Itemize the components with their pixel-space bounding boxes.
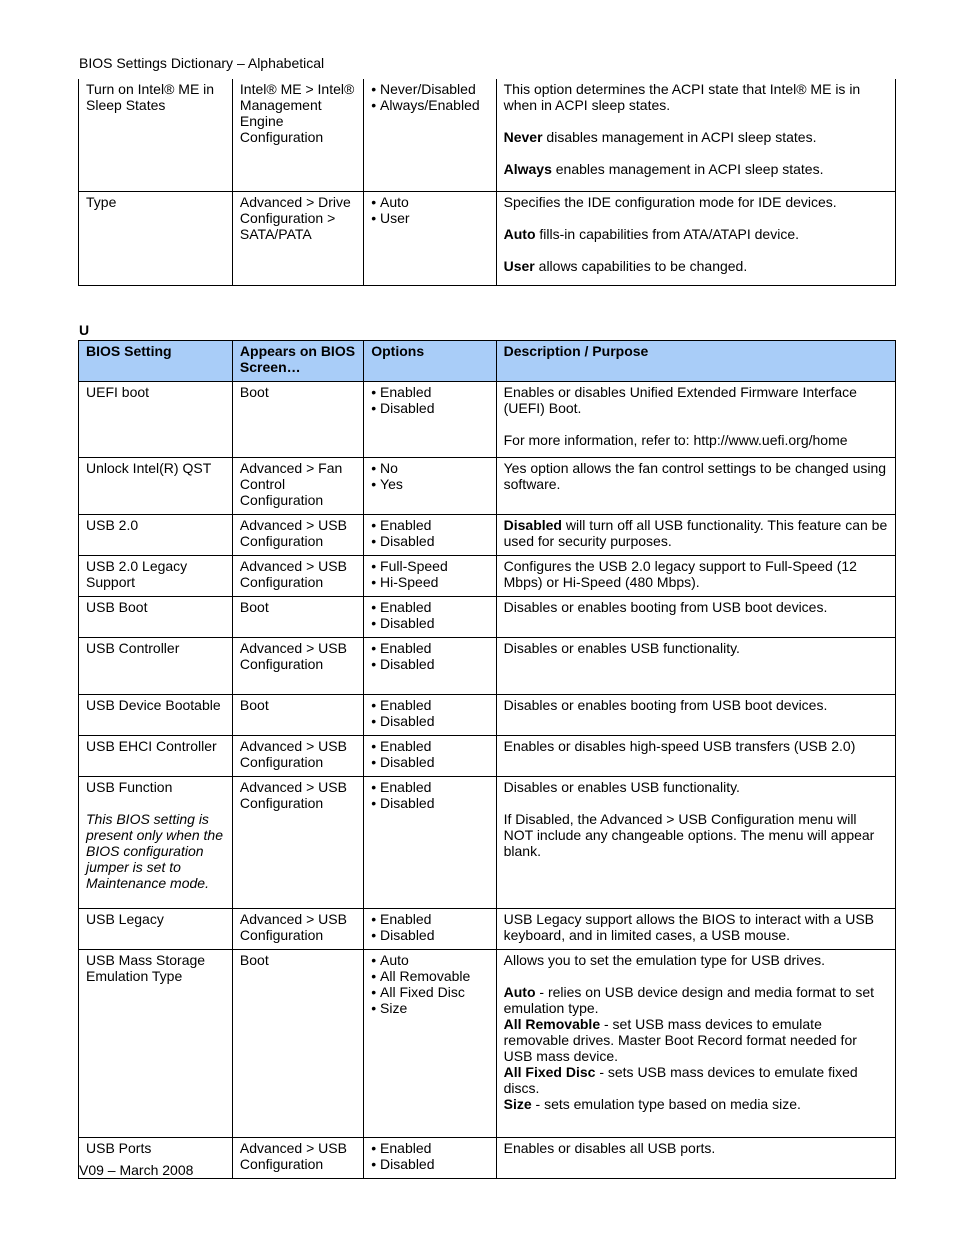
option-item: • Auto xyxy=(371,194,488,210)
option-item: • Size xyxy=(371,1000,488,1016)
screen-cell: Advanced > USB Configuration xyxy=(232,736,363,777)
table-row xyxy=(79,777,896,909)
description-term: Never xyxy=(503,129,543,145)
screen-cell: Boot xyxy=(232,382,363,458)
page-footer: V09 – March 2008 xyxy=(79,1162,194,1178)
screen-cell: Advanced > USB Configuration xyxy=(232,909,363,950)
option-item: • No xyxy=(371,460,488,476)
option-item: • Disabled xyxy=(371,795,488,811)
setting-cell: USB Mass Storage Emulation Type xyxy=(79,950,233,1138)
option-item: • Disabled xyxy=(371,533,488,549)
description-text: Disables or enables USB functionality. xyxy=(503,779,740,795)
description-term: Always xyxy=(503,161,552,177)
setting-cell: USB 2.0 xyxy=(79,515,233,556)
page-header: BIOS Settings Dictionary – Alphabetical xyxy=(79,55,325,71)
description-text: If Disabled, the Advanced > USB Configuration menu will NOT include any changeable options. The menu will appear blank. xyxy=(503,811,875,859)
description-text: Enables or disables Unified Extended Firmware Interface (UEFI) Boot. xyxy=(503,384,857,416)
option-item: • All Fixed Disc xyxy=(371,984,488,1000)
description-cell: Enables or disables high-speed USB transfers (USB 2.0) xyxy=(496,736,895,777)
description-cell xyxy=(496,191,895,285)
setting-cell: USB Legacy xyxy=(79,909,233,950)
section-letter: U xyxy=(79,322,90,338)
options-cell xyxy=(364,909,496,950)
option-item: • Enabled xyxy=(371,599,488,615)
table-row xyxy=(79,597,896,638)
setting-cell: USB Controller xyxy=(79,638,233,695)
setting-cell: USB Ports xyxy=(79,1138,233,1179)
description-text: - sets emulation type based on media size. xyxy=(531,1096,801,1112)
bios-table-u xyxy=(78,340,896,1179)
description-term: User xyxy=(503,257,535,274)
option-item: • Always/Enabled xyxy=(371,97,488,113)
table-row xyxy=(79,556,896,597)
description-term: All Removable xyxy=(503,1016,601,1032)
description-text: - relies on USB device design and media format to set emulation type. xyxy=(503,984,875,1016)
options-cell xyxy=(364,515,496,556)
table-header-row xyxy=(79,341,896,382)
description-text: will turn off all USB functionality. This feature can be used for security purposes. xyxy=(503,517,888,549)
column-header: Appears on BIOS Screen… xyxy=(232,341,363,382)
options-cell xyxy=(364,777,496,909)
options-cell xyxy=(364,638,496,695)
description-cell: Yes option allows the fan control settings to be changed using software. xyxy=(496,458,895,515)
description-text: Specifies the IDE configuration mode for IDE devices. xyxy=(503,193,837,210)
option-item: • Disabled xyxy=(371,713,488,729)
setting-cell: USB EHCI Controller xyxy=(79,736,233,777)
table-row xyxy=(79,515,896,556)
option-item: • User xyxy=(371,210,488,226)
screen-cell: Boot xyxy=(232,950,363,1138)
description-cell xyxy=(496,515,895,556)
option-item: • Disabled xyxy=(371,615,488,631)
option-item: • Disabled xyxy=(371,656,488,672)
option-item: • Full-Speed xyxy=(371,558,488,574)
screen-cell: Advanced > USB Configuration xyxy=(232,777,363,909)
description-term: Auto xyxy=(503,984,536,1000)
screen-cell: Advanced > USB Configuration xyxy=(232,556,363,597)
setting-cell: USB Device Bootable xyxy=(79,695,233,736)
options-cell xyxy=(364,458,496,515)
description-text: - sets USB mass devices to emulate fixed discs. xyxy=(503,1064,858,1096)
description-cell: Disables or enables booting from USB boot devices. xyxy=(496,695,895,736)
option-item: • Disabled xyxy=(371,927,488,943)
option-item: • Disabled xyxy=(371,754,488,770)
option-item: • Auto xyxy=(371,952,488,968)
options-cell xyxy=(364,695,496,736)
option-item: • Enabled xyxy=(371,738,488,754)
screen-cell: Boot xyxy=(232,597,363,638)
options-cell xyxy=(364,736,496,777)
setting-cell: USB Boot xyxy=(79,597,233,638)
table-row xyxy=(79,191,896,285)
option-item: • Disabled xyxy=(371,400,488,416)
table-row xyxy=(79,736,896,777)
setting-note: This BIOS setting is present only when the BIOS configuration jumper is set to Maintenance mode. xyxy=(86,811,223,891)
option-item: • Enabled xyxy=(371,517,488,533)
table-row xyxy=(79,382,896,458)
option-item: • Enabled xyxy=(371,384,488,400)
options-cell xyxy=(364,597,496,638)
options-cell xyxy=(364,1138,496,1179)
description-term: All Fixed Disc xyxy=(503,1064,596,1080)
option-item: • All Removable xyxy=(371,968,488,984)
bios-table-t-continued xyxy=(78,79,896,286)
description-text: For more information, refer to: http://www.uefi.org/home xyxy=(503,432,848,448)
description-text: This option determines the ACPI state that Intel® ME is in when in ACPI sleep states. xyxy=(503,81,861,113)
description-term: Disabled xyxy=(503,517,562,533)
table-row xyxy=(79,458,896,515)
description-cell: USB Legacy support allows the BIOS to interact with a USB keyboard, and in limited cases, a USB mouse. xyxy=(496,909,895,950)
description-cell xyxy=(496,950,895,1138)
description-cell: Disables or enables booting from USB boot devices. xyxy=(496,597,895,638)
table-row xyxy=(79,909,896,950)
description-cell: Enables or disables all USB ports. xyxy=(496,1138,895,1179)
description-term: Auto xyxy=(503,225,536,242)
setting-cell: Unlock Intel(R) QST xyxy=(79,458,233,515)
option-item: • Never/Disabled xyxy=(371,81,488,97)
options-cell xyxy=(364,382,496,458)
description-text: Allows you to set the emulation type for USB drives. xyxy=(503,952,825,968)
column-header: BIOS Setting xyxy=(79,341,233,382)
screen-cell: Advanced > USB Configuration xyxy=(232,1138,363,1179)
option-item: • Disabled xyxy=(371,1156,488,1172)
description-cell: Configures the USB 2.0 legacy support to Full-Speed (12 Mbps) or Hi-Speed (480 Mbps). xyxy=(496,556,895,597)
options-cell xyxy=(364,950,496,1138)
option-item: • Yes xyxy=(371,476,488,492)
column-header: Description / Purpose xyxy=(496,341,895,382)
screen-cell: Advanced > USB Configuration xyxy=(232,638,363,695)
description-text: enables management in ACPI sleep states. xyxy=(551,161,824,177)
setting-cell: Type xyxy=(79,191,233,285)
table-row xyxy=(79,79,896,191)
option-item: • Enabled xyxy=(371,911,488,927)
option-item: • Enabled xyxy=(371,697,488,713)
screen-cell: Boot xyxy=(232,695,363,736)
option-item: • Enabled xyxy=(371,640,488,656)
column-header: Options xyxy=(364,341,496,382)
table-row xyxy=(79,1138,896,1179)
options-cell xyxy=(364,79,496,191)
screen-cell: Advanced > USB Configuration xyxy=(232,515,363,556)
setting-cell: UEFI boot xyxy=(79,382,233,458)
description-cell xyxy=(496,382,895,458)
setting-name: USB Function xyxy=(86,779,173,795)
option-item: • Enabled xyxy=(371,1140,488,1156)
options-cell xyxy=(364,556,496,597)
option-item: • Enabled xyxy=(371,779,488,795)
table-row xyxy=(79,695,896,736)
screen-cell: Advanced > Drive Configuration > SATA/PATA xyxy=(232,191,363,285)
screen-cell: Advanced > Fan Control Configuration xyxy=(232,458,363,515)
description-term: Size xyxy=(503,1096,532,1112)
description-text: - set USB mass devices to emulate removable drives. Master Boot Record format needed for USB mass device. xyxy=(503,1016,857,1064)
screen-cell: Intel® ME > Intel® Management Engine Configuration xyxy=(232,79,363,191)
table-row xyxy=(79,638,896,695)
description-cell xyxy=(496,79,895,191)
option-item: • Hi-Speed xyxy=(371,574,488,590)
setting-cell: Turn on Intel® ME in Sleep States xyxy=(79,79,233,191)
setting-cell xyxy=(79,777,233,909)
table-row xyxy=(79,950,896,1138)
description-text: fills-in capabilities from ATA/ATAPI device. xyxy=(535,225,800,242)
description-cell: Disables or enables USB functionality. xyxy=(496,638,895,695)
options-cell xyxy=(364,191,496,285)
description-text: allows capabilities to be changed. xyxy=(534,257,748,274)
description-cell xyxy=(496,777,895,909)
setting-cell: USB 2.0 Legacy Support xyxy=(79,556,233,597)
description-text: disables management in ACPI sleep states. xyxy=(542,129,817,145)
